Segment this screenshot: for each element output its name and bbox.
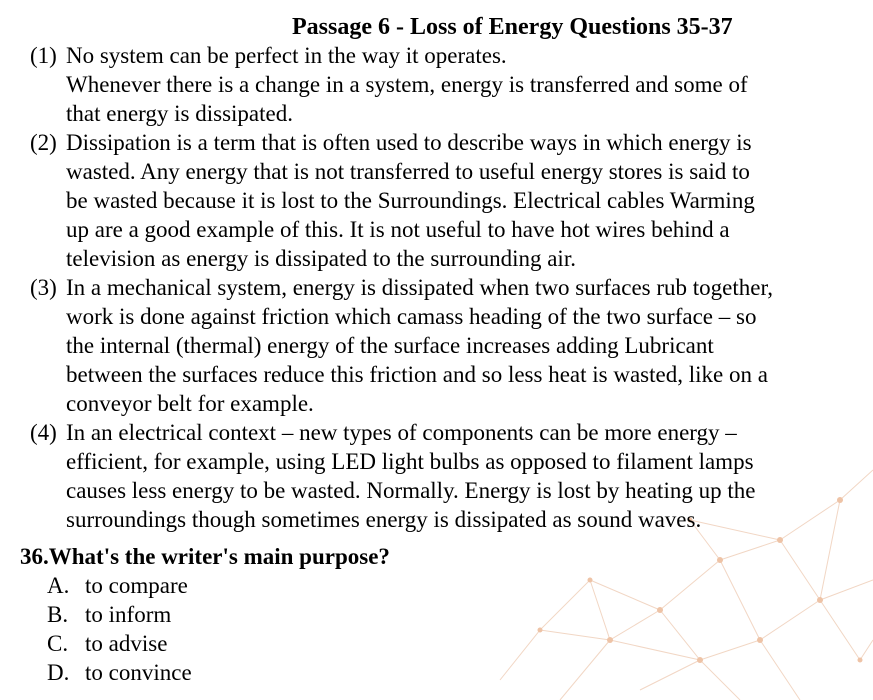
text-line: the internal (thermal) energy of the surface increases adding Lubricant xyxy=(66,333,714,358)
text-line: that energy is dissipated. xyxy=(66,101,293,126)
paragraph-number: (2) xyxy=(30,130,57,155)
text-line: be wasted because it is lost to the Surroundings. Electrical cables Warming xyxy=(66,188,755,213)
paragraph-text xyxy=(66,418,850,534)
paragraph-text xyxy=(66,273,850,418)
paragraph-1 xyxy=(30,41,850,128)
option-letter: C. xyxy=(47,631,69,656)
paragraph-text xyxy=(66,41,850,128)
text-line: television as energy is dissipated to the surrounding air. xyxy=(66,246,576,271)
text-line: surroundings though sometimes energy is dissipated as sound waves. xyxy=(66,507,702,532)
text-line: Whenever there is a change in a system, energy is transferred and some of xyxy=(66,72,748,97)
text-line: efficient, for example, using LED light bulbs as opposed to filament lamps xyxy=(66,449,754,474)
text-line: Dissipation is a term that is often used to describe ways in which energy is xyxy=(66,130,752,155)
option-text: to convince xyxy=(85,660,192,685)
paragraph-number: (1) xyxy=(30,43,57,68)
option-letter: B. xyxy=(47,602,69,627)
text-line: conveyor belt for example. xyxy=(66,391,314,416)
paragraph-number: (4) xyxy=(30,420,57,445)
paragraph-text xyxy=(66,128,850,273)
text-line: No system can be perfect in the way it operates. xyxy=(66,43,507,68)
text-line: In a mechanical system, energy is dissipated when two surfaces rub together, xyxy=(66,275,773,300)
option-text: to advise xyxy=(85,631,168,656)
paragraph-2 xyxy=(30,128,850,273)
option-text: to inform xyxy=(85,602,172,627)
option-d[interactable] xyxy=(47,658,192,687)
paragraph-3 xyxy=(30,273,850,418)
text-line: wasted. Any energy that is not transferred to useful energy stores is said to xyxy=(66,159,750,184)
question-36: 36.What's the writer's main purpose? xyxy=(20,544,390,569)
option-letter: D. xyxy=(47,660,70,685)
passage-title: Passage 6 - Loss of Energy Questions 35-37 xyxy=(292,14,733,40)
option-c[interactable] xyxy=(47,629,192,658)
option-a[interactable] xyxy=(47,571,192,600)
paragraph-4 xyxy=(30,418,850,534)
text-line: In an electrical context – new types of components can be more energy – xyxy=(66,420,737,445)
text-line: causes less energy to be wasted. Normally. Energy is lost by heating up the xyxy=(66,478,756,503)
text-line: up are a good example of this. It is not useful to have hot wires behind a xyxy=(66,217,730,242)
text-line: between the surfaces reduce this friction and so less heat is wasted, like on a xyxy=(66,362,768,387)
paragraph-number: (3) xyxy=(30,275,57,300)
text-line: work is done against friction which camass heading of the two surface – so xyxy=(66,304,757,329)
option-text: to compare xyxy=(85,573,188,598)
option-letter: A. xyxy=(47,573,70,598)
answer-options xyxy=(47,571,192,687)
option-b[interactable] xyxy=(47,600,192,629)
